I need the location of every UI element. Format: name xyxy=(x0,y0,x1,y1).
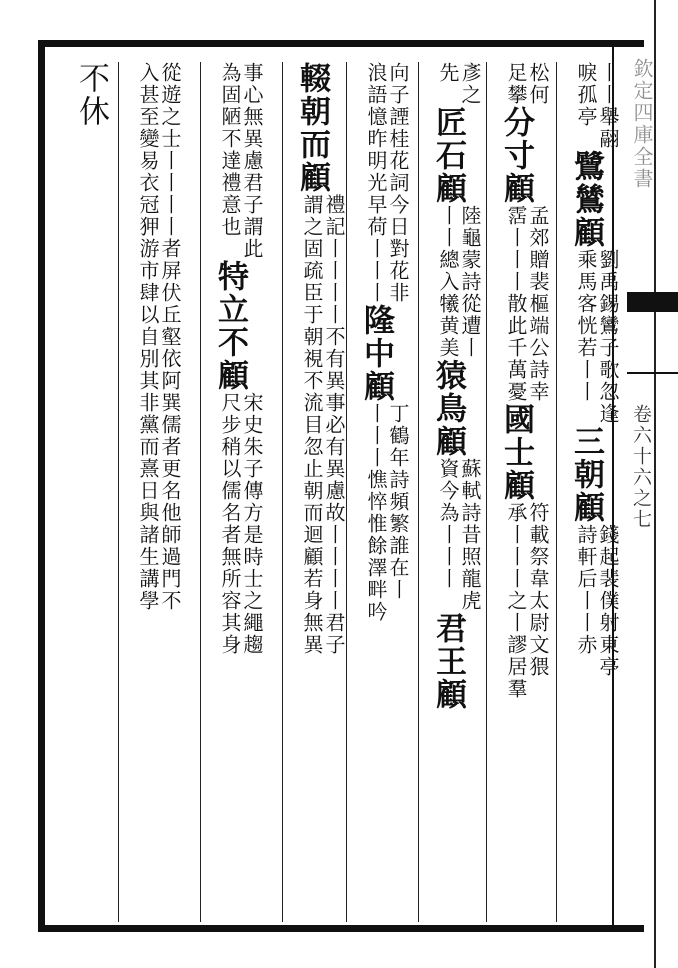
annotation-note xyxy=(505,62,549,106)
text-column xyxy=(556,62,619,922)
annotation-line: 蘇軾詩昔照龍虎 xyxy=(458,458,482,612)
annotation-line: 資今為丨丨丨 xyxy=(436,458,460,590)
annotation-note xyxy=(365,62,409,304)
entry-headword: 國士顧 xyxy=(498,403,534,502)
annotation-line: 符載祭韋太尉文猥 xyxy=(526,502,550,678)
annotation-line: 為固陋不達禮意也 xyxy=(218,62,242,238)
annotation-note xyxy=(437,62,481,106)
annotation-line: 丨丨舉翮 xyxy=(596,62,620,150)
annotation-line: 丁鶴年詩頻繁誰在丨 xyxy=(386,403,410,601)
annotation-line: 尺步稍以儒名者無所容其身 xyxy=(218,392,242,656)
annotation-note xyxy=(365,403,409,623)
entry-headword: 不休 xyxy=(73,62,109,128)
annotation-line: 浪語憶昨明光早荷丨丨丨 xyxy=(364,62,388,304)
annotation-note xyxy=(505,205,549,403)
text-column xyxy=(52,62,114,922)
fishtail-mark xyxy=(627,292,678,312)
annotation-line: 入甚至變易衣冠狎游市肆以自別其非黨而熹日與諸生講學 xyxy=(136,62,160,612)
annotation-note xyxy=(505,502,549,700)
annotation-line: 足攀 xyxy=(504,62,528,106)
annotation-note xyxy=(219,62,263,260)
annotation-line: 錢起裴僕射東亭 xyxy=(596,524,620,678)
annotation-line: 松何 xyxy=(526,62,550,106)
annotation-line: 宋史朱子傳方是時士之繩趨 xyxy=(240,392,264,656)
annotation-line: 劉禹錫鸞子歌忽逢 xyxy=(596,249,620,425)
text-column xyxy=(282,62,345,922)
entry-headword: 輟朝而顧 xyxy=(294,62,330,194)
entry-headword: 匠石顧 xyxy=(430,106,466,205)
text-column xyxy=(118,62,181,922)
annotation-line: 詩軒后丨丨赤 xyxy=(574,524,598,656)
annotation-line: 唳孤亭 xyxy=(574,62,598,128)
entry-headword: 特立不顧 xyxy=(212,260,248,392)
annotation-line: 孟郊贈裴樞端公詩幸 xyxy=(526,205,550,403)
text-column xyxy=(486,62,549,922)
annotation-line: 先 xyxy=(436,62,460,84)
entry-headword: 分寸顧 xyxy=(498,106,534,205)
fishtail-lower-rule xyxy=(627,372,678,374)
annotation-line: 承丨丨丨之丨謬居羣 xyxy=(504,502,528,700)
entry-headword: 鷺鷥顧 xyxy=(568,150,604,249)
annotation-line: 謂之固疏臣于朝視不流目忽止朝而迴顧若身無異 xyxy=(300,194,324,656)
entry-headword: 猿鳥顧 xyxy=(430,359,466,458)
annotation-note xyxy=(575,249,619,425)
annotation-note xyxy=(137,62,181,612)
annotation-line: 丨丨丨憔悴惟餘澤畔吟 xyxy=(364,403,388,623)
annotation-note xyxy=(575,524,619,678)
annotation-line: 彥之 xyxy=(458,62,482,106)
annotation-line: 向子諲桂花詞今日對花非 xyxy=(386,62,410,304)
entry-headword: 隆中顧 xyxy=(358,304,394,403)
annotation-line: 禮記丨丨丨丨不有異事必有異慮故丨丨丨丨君子 xyxy=(322,194,346,656)
entry-headword: 三朝顧 xyxy=(568,425,604,524)
annotation-line: 陸龜蒙詩從遭丨 xyxy=(458,205,482,359)
margin-juan-label: 卷六十六之七 xyxy=(630,404,652,530)
annotation-note xyxy=(219,392,263,656)
annotation-line: 事心無異慮君子謂此 xyxy=(240,62,264,260)
margin-book-title: 欽定四庫全書 xyxy=(630,58,654,190)
entry-headword: 君王顧 xyxy=(430,612,466,711)
annotation-line: 霑丨丨丨散此千萬憂 xyxy=(504,205,528,403)
text-column xyxy=(418,62,481,922)
annotation-note xyxy=(575,62,619,150)
annotation-note xyxy=(437,458,481,612)
annotation-note xyxy=(437,205,481,359)
annotation-line: 丨丨總入犧黄美 xyxy=(436,205,460,359)
annotation-line: 乘馬客恍若丨丨 xyxy=(574,249,598,403)
annotation-line: 從遊之士丨丨丨丨者屏伏丘壑依阿巽儒者更名他師過門不 xyxy=(158,62,182,612)
text-column xyxy=(346,62,409,922)
annotation-note xyxy=(301,194,345,656)
text-column xyxy=(200,62,263,922)
